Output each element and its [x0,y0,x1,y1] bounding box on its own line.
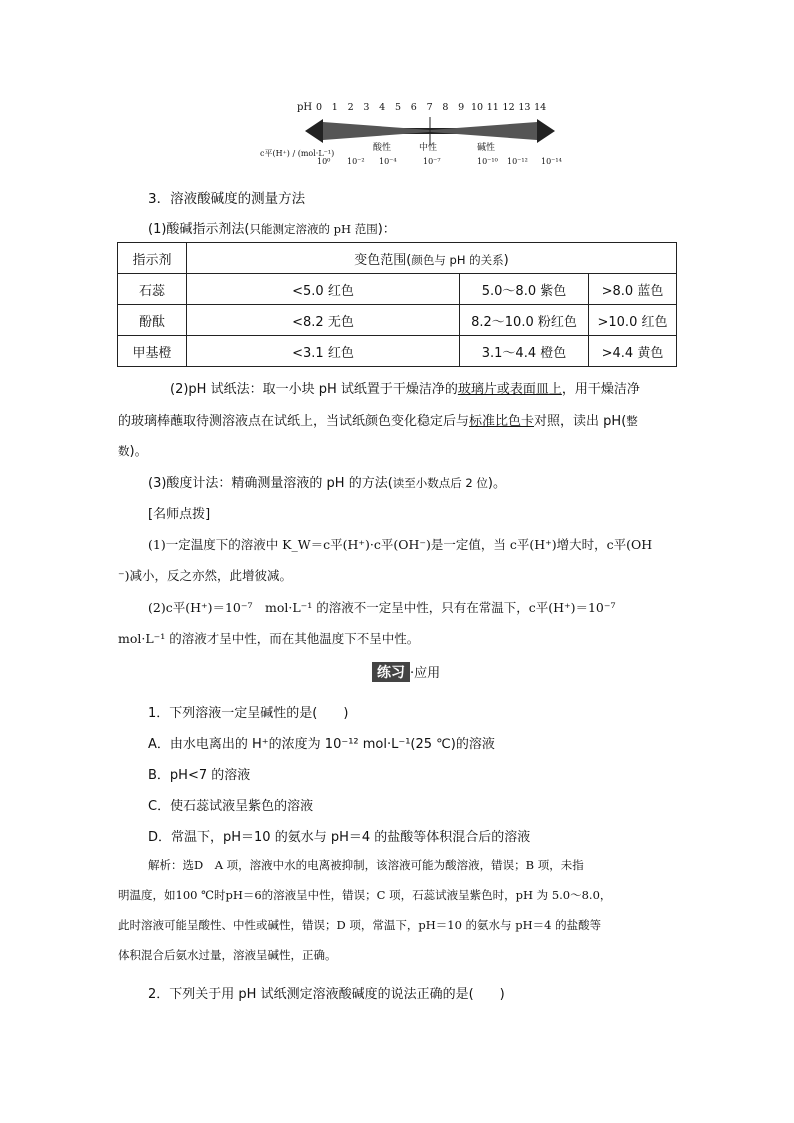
method-3-line [148,472,506,491]
table-cell: 石蕊 [118,274,187,305]
method-2-underline-1: 玻璃片或表面皿上 [457,382,562,397]
indicator-table [117,242,677,367]
header-range-a: 变色范围( [354,252,412,268]
answer-line-3: 此时溶液可能呈酸性、中性或碱性，错误；D 项，常温下，pH＝10 的氨水与 pH＝4 的盐酸等 [118,918,602,932]
header-range-c: ) [503,252,509,268]
neutral-zone-label: 中性 [419,143,438,153]
method-1-end: )： [377,222,396,237]
table-cell: <3.1 红色 [187,336,460,367]
ph-tick-label: 11 [486,102,499,113]
method-2-line-2 [118,410,638,429]
table-cell: 甲基橙 [118,336,187,367]
tip-2-line-2: mol·L⁻¹ 的溶液才呈中性，而在其他温度下不呈中性。 [118,631,420,646]
table-cell: 3.1～4.4 橙色 [460,336,589,367]
base-wedge [430,122,537,140]
tip-1-line-1: (1)一定温度下的溶液中 K_W＝c平(H⁺)·c平(OH⁻)是一定值，当 c平(H⁺)增大时，c平(OH [148,537,653,552]
answer-line-4: 体积混合后氨水过量，溶液呈碱性，正确。 [118,948,337,962]
ph-tick-label: 5 [394,102,402,113]
ph-tick-label: 6 [410,102,417,113]
method-3-text-a: (3)酸度计法：精确测量溶液的 pH 的方法( [148,476,393,491]
table-row [118,305,677,336]
table-cell: >10.0 红色 [589,305,677,336]
q1-option-b: B．pH<7 的溶液 [148,768,251,783]
practice-suffix: ·应用 [410,666,441,681]
header-range [187,243,677,274]
method-2-text-c: 的玻璃棒蘸取待测溶液点在试纸上，当试纸颜色变化稳定后与 [118,414,470,429]
method-3-text-c: )。 [487,476,506,491]
method-1-title: (1)酸碱指示剂法( [148,222,250,237]
conc-axis-label: c平(H⁺) / (mol·L⁻¹) [260,149,335,158]
method-2-text-a: (2)pH 试纸法：取一小块 pH 试纸置于干燥洁净的 [170,382,458,397]
ph-tick-label: 10 [470,102,484,113]
conc-tick-label: 10⁻⁷ [423,157,441,166]
ph-tick-label: 4 [379,102,386,113]
method-2-text-d: 对照，读出 pH( [534,414,627,429]
conc-tick-label: 10⁻² [347,157,365,166]
ph-tick-label: 14 [534,102,547,113]
conc-tick-label: 10⁻¹⁰ [477,157,498,166]
table-cell: <8.2 无色 [187,305,460,336]
acid-wedge [323,122,430,140]
q1-option-c: C．使石蕊试液呈紫色的溶液 [148,799,314,814]
header-range-note: 颜色与 pH 的关系 [411,252,504,267]
ph-tick-label: 8 [442,102,449,113]
table-header-row [118,243,677,274]
conc-tick-label: 10⁻⁴ [379,157,397,166]
answer-line-1: 解析：选D A 项，溶液中水的电离被抑制，该溶液可能为酸溶液，错误；B 项，未指 [148,858,584,872]
conc-tick-label: 10⁻¹² [507,157,528,166]
method-2-line-3 [118,440,148,459]
table-row [118,274,677,305]
q1-option-a: A．由水电离出的 H⁺的浓度为 10⁻¹² mol·L⁻¹(25 ℃)的溶液 [148,737,495,752]
answer-line-2: 明温度，如100 ℃时pH＝6的溶液呈中性，错误；C 项，石蕊试液呈紫色时，pH 为 5.0～8.0， [118,888,612,902]
method-2-text-b: ，用干燥洁净 [561,382,640,397]
method-3-note: 读至小数点后 2 位 [392,476,488,490]
conc-tick-label: 10⁰ [317,157,331,166]
method-2-note-b: 数 [118,444,130,458]
practice-badge: 练习 [372,662,410,682]
table-cell: 酚酞 [118,305,187,336]
ph-tick-label: 9 [458,102,465,113]
table-cell: 8.2～10.0 粉红色 [460,305,589,336]
tip-1-line-2: ⁻)减小，反之亦然，此增彼减。 [118,568,292,583]
ph-tick-label: 12 [502,102,515,113]
table-cell: >4.4 黄色 [589,336,677,367]
method-1-line [148,218,396,237]
q1-option-d: D．常温下，pH＝10 的氨水与 pH＝4 的盐酸等体积混合后的溶液 [148,830,531,845]
acid-zone-label: 酸性 [373,143,392,153]
practice-heading [372,662,440,682]
question-1: 1．下列溶液一定呈碱性的是( ) [148,706,349,721]
ph-axis-label: pH [297,102,313,113]
method-2-line-1 [170,378,640,397]
section-title: 3．溶液酸碱度的测量方法 [148,191,306,207]
header-indicator: 指示剂 [118,243,187,274]
table-cell: >8.0 蓝色 [589,274,677,305]
table-row [118,336,677,367]
method-2-underline-2: 标准比色卡 [469,414,535,429]
table-cell: 5.0～8.0 紫色 [460,274,589,305]
ph-tick-label: 13 [518,102,531,113]
method-2-note-a: 整 [626,414,638,428]
ph-tick-label: 3 [363,102,370,113]
method-1-note: 只能测定溶液的 pH 范围 [249,222,378,236]
method-2-text-g: )。 [129,444,148,459]
question-2: 2．下列关于用 pH 试纸测定溶液酸碱度的说法正确的是( ) [148,987,505,1002]
base-zone-label: 碱性 [477,143,496,153]
conc-tick-label: 10⁻¹⁴ [541,157,562,166]
table-cell: <5.0 红色 [187,274,460,305]
ph-scale-figure [255,100,565,175]
ph-tick-label: 1 [331,102,338,113]
tip-2-line-1: (2)c平(H⁺)＝10⁻⁷ mol·L⁻¹ 的溶液不一定呈中性，只有在常温下，c平(H⁺)＝10⁻⁷ [148,600,616,615]
ph-tick-label: 0 [315,102,323,113]
ph-tick-label: 7 [426,102,433,113]
ph-tick-label: 2 [347,102,354,113]
tips-title: [名师点拨] [148,507,211,522]
